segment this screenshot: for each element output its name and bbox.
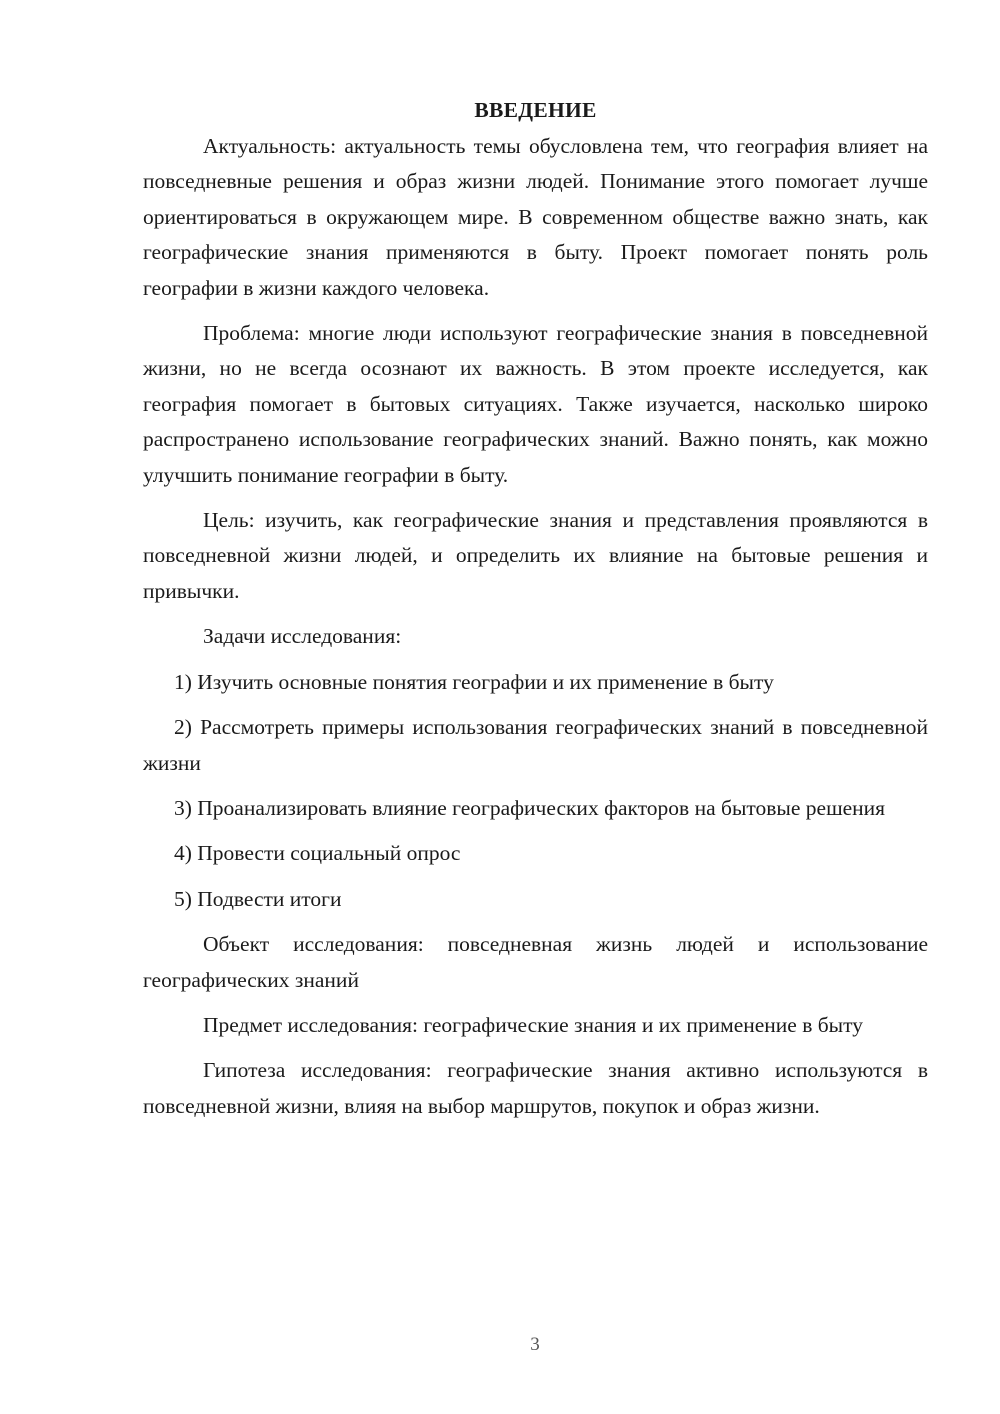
page-number: 3	[530, 1334, 540, 1355]
goal-paragraph: Цель: изучить, как географические знания и представления проявляются в повседневной жизни людей, и определить их влияние на бытовые решения и привычки.	[143, 508, 928, 603]
task-item: 1) Изучить основные понятия географии и их применение в быту	[174, 669, 774, 694]
tasks-heading: Задачи исследования:	[203, 624, 402, 649]
problem-paragraph: Проблема: многие люди используют географические знания в повседневной жизни, но не всегда осознают их важность. В этом проекте исследуется, как география помогает в бытовых ситуациях. Также изучается, насколько широко распространено использование географических знаний. Важно понять, как можно улучшить понимание географии в быту.	[143, 321, 928, 487]
object-paragraph: Объект исследования: повседневная жизнь людей и использование географических знаний	[143, 932, 928, 992]
task-item: 4) Провести социальный опрос	[174, 841, 461, 866]
task-item: 2) Рассмотреть примеры использования географических знаний в повседневной жизни	[143, 715, 928, 775]
page-title: ВВЕДЕНИЕ	[474, 98, 597, 122]
hypothesis-paragraph: Гипотеза исследования: географические знания активно используются в повседневной жизни, влияя на выбор маршрутов, покупок и образ жизни.	[143, 1058, 928, 1118]
relevance-paragraph: Актуальность: актуальность темы обусловлена тем, что география влияет на повседневные решения и образ жизни людей. Понимание этого помогает лучше ориентироваться в окружающем мире. В современном обществе важно знать, как географические знания применяются в быту. Проект помогает понять роль географии в жизни каждого человека.	[143, 134, 928, 300]
task-item: 3) Проанализировать влияние географических факторов на бытовые решения	[174, 795, 886, 820]
task-item: 5) Подвести итоги	[174, 886, 342, 911]
subject-paragraph: Предмет исследования: географические знания и их применение в быту	[203, 1012, 863, 1037]
document-page	[143, 95, 928, 1134]
